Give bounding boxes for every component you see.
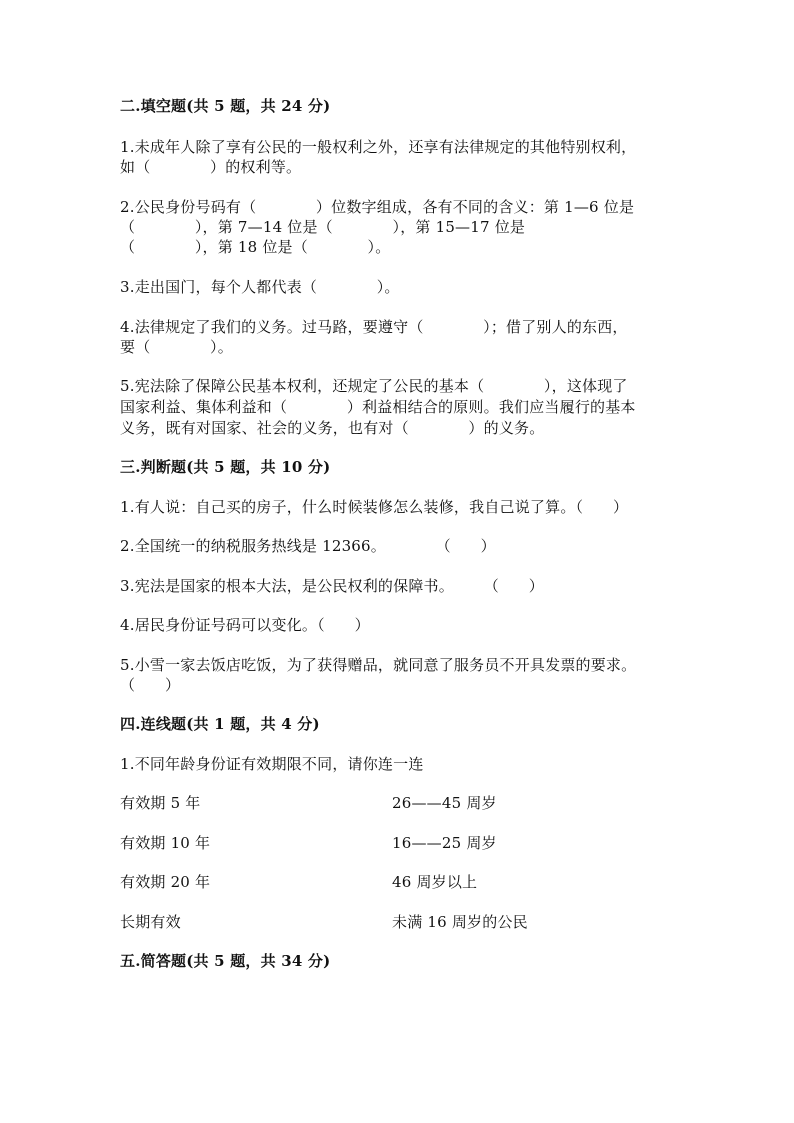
match-left-item: 有效期 5 年 [120,794,201,812]
fill-q5-line1: 5.宪法除了保障公民基本权利，还规定了公民的基本（ ），这体现了 [120,377,628,395]
fill-q1-line2: 如（ ）的权利等。 [120,158,302,176]
section-short-title: 五.简答题(共 5 题，共 34 分) [120,952,331,970]
fill-q1-line1: 1.未成年人除了享有公民的一般权利之外，还享有法律规定的其他特别权利， [120,138,637,156]
judge-q3: 3.宪法是国家的根本大法，是公民权利的保障书。 （ ） [120,577,544,595]
section-match-title: 四.连线题(共 1 题，共 4 分) [120,715,320,733]
fill-q4-line2: 要（ ）。 [120,338,233,356]
fill-q2-line1: 2.公民身份号码有（ ）位数字组成，各有不同的含义：第 1—6 位是 [120,198,635,216]
match-q1: 1.不同年龄身份证有效期限不同，请你连一连 [120,755,424,773]
fill-q5-line3: 义务，既有对国家、社会的义务，也有对（ ）的义务。 [120,419,545,437]
fill-q2-line3: （ ），第 18 位是（ ）。 [120,238,391,256]
match-right-item: 46 周岁以上 [392,873,478,891]
judge-q1: 1.有人说：自己买的房子，什么时候装修怎么装修，我自己说了算。（ ） [120,498,629,516]
fill-q2-line2: （ ），第 7—14 位是（ ），第 15—17 位是 [120,218,526,236]
match-right-item: 未满 16 周岁的公民 [392,913,528,931]
match-left-item: 有效期 20 年 [120,873,211,891]
fill-q5-line2: 国家利益、集体利益和（ ）利益相结合的原则。我们应当履行的基本 [120,398,636,416]
fill-q4-line1: 4.法律规定了我们的义务。过马路，要遵守（ ）；借了别人的东西， [120,318,628,336]
match-right-item: 26——45 周岁 [392,794,497,812]
fill-q3-line1: 3.走出国门，每个人都代表（ ）。 [120,278,400,296]
section-fill-title: 二.填空题(共 5 题，共 24 分) [120,97,331,115]
judge-q5-line1: 5.小雪一家去饭店吃饭，为了获得赠品，就同意了服务员不开具发票的要求。 [120,656,637,674]
match-right-item: 16——25 周岁 [392,834,497,852]
match-left-item: 有效期 10 年 [120,834,211,852]
match-left-item: 长期有效 [120,913,181,931]
judge-q2: 2.全国统一的纳税服务热线是 12366。 （ ） [120,537,496,555]
judge-q4: 4.居民身份证号码可以变化。（ ） [120,616,370,634]
judge-q5-line2: （ ） [120,676,181,694]
section-judge-title: 三.判断题(共 5 题，共 10 分) [120,458,331,476]
